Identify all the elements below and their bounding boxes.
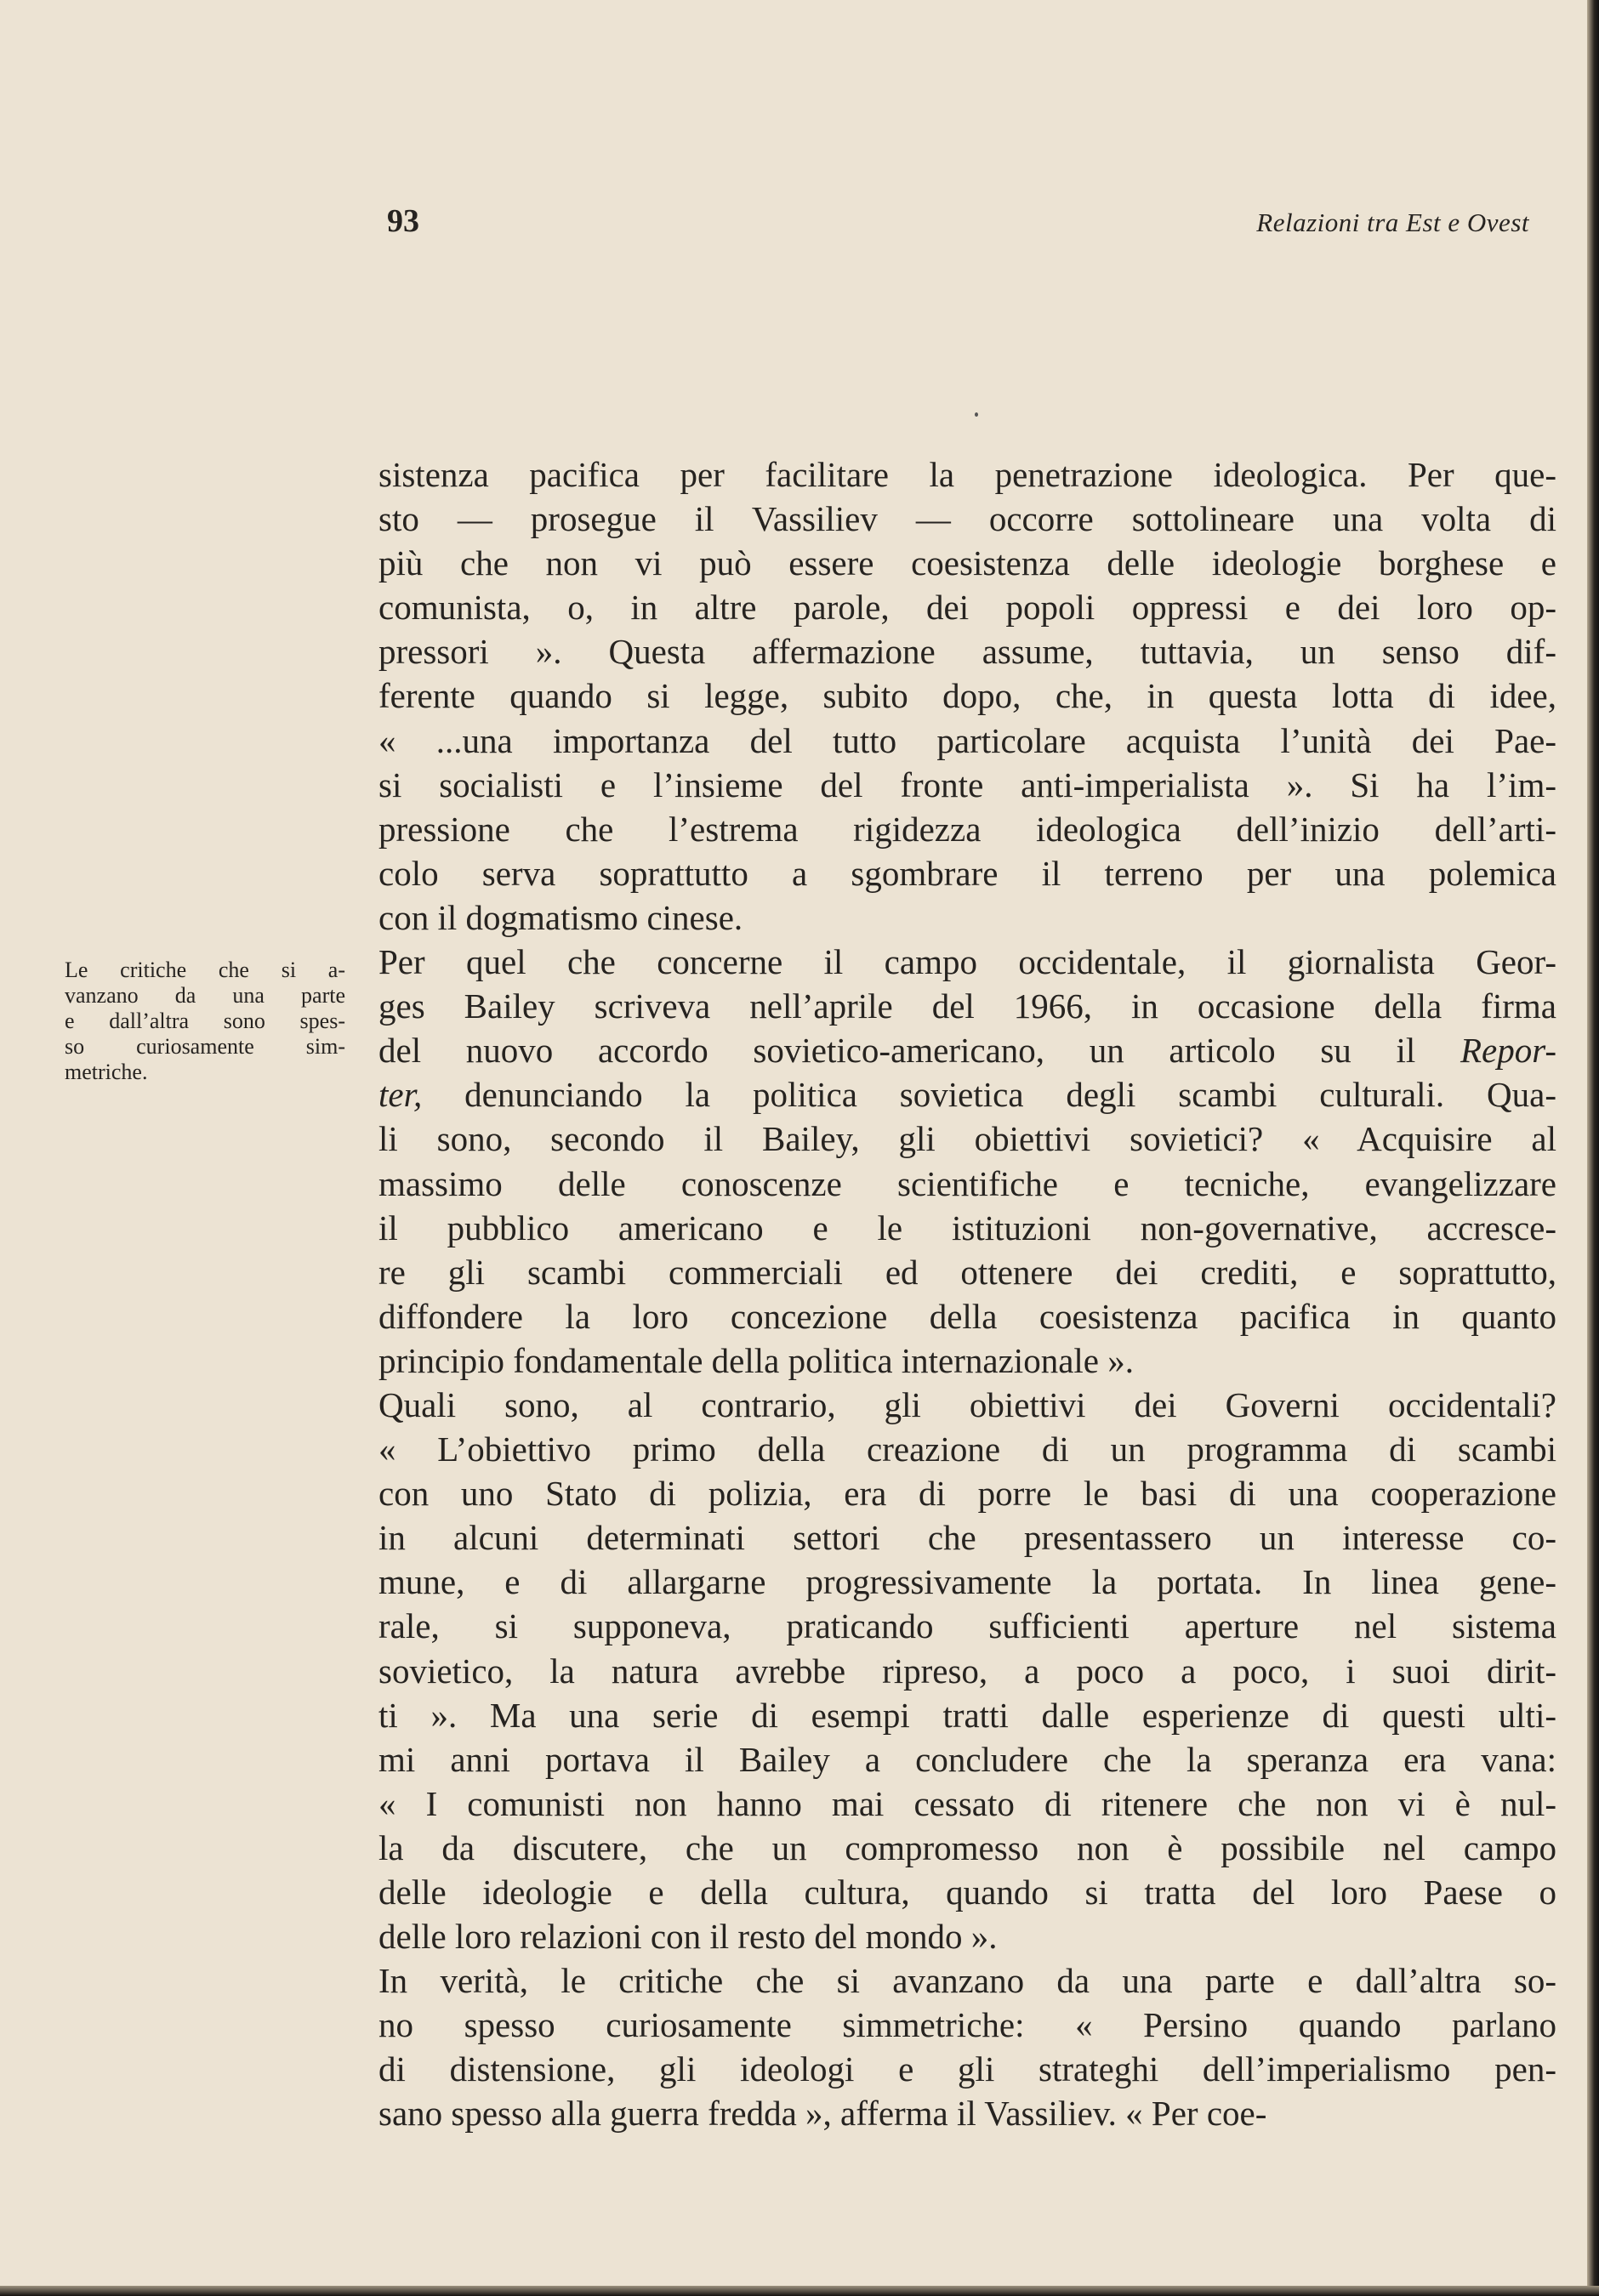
- paragraph: [378, 1958, 1556, 2135]
- text-line: ferente quando si legge, subito dopo, che, in questa lotta di idee,: [378, 676, 1556, 716]
- text-line: no spesso curiosamente simmetriche: « Persino quando parlano: [378, 2005, 1556, 2045]
- text-line: di distensione, gli ideologi e gli strateghi dell’imperialismo pen-: [378, 2049, 1556, 2089]
- body-text: [378, 452, 1556, 2136]
- text-line: sto — prosegue il Vassiliev — occorre sottolineare una volta di: [378, 499, 1556, 539]
- text-line: delle ideologie e della cultura, quando si tratta del loro Paese o: [378, 1873, 1556, 1912]
- text-line: comunista, o, in altre parole, dei popoli oppressi e dei loro op-: [378, 588, 1556, 628]
- text-line: con uno Stato di polizia, era di porre le basi di una cooperazione: [378, 1474, 1556, 1514]
- paragraph: [378, 452, 1556, 940]
- text-segment: denunciando la politica sovietica degli scambi culturali. Qua-: [422, 1075, 1556, 1115]
- text-line: colo serva soprattutto a sgombrare il terreno per una polemica: [378, 853, 1556, 893]
- page-edge-right: [1587, 0, 1599, 2296]
- text-line: re gli scambi commerciali ed ottenere dei crediti, e soprattutto,: [378, 1252, 1556, 1292]
- text-line: in alcuni determinati settori che presentassero un interesse co-: [378, 1518, 1556, 1558]
- text-line: [378, 1072, 1556, 1117]
- text-line: sano spesso alla guerra fredda », afferma il Vassiliev. « Per coe-: [378, 2094, 1267, 2134]
- text-line: In verità, le critiche che si avanzano da una parte e dall’altra so-: [378, 1961, 1556, 2001]
- text-line: il pubblico americano e le istituzioni non-governative, accresce-: [378, 1208, 1556, 1247]
- text-line: più che non vi può essere coesistenza delle ideologie borghese e: [378, 543, 1556, 583]
- text-line: « L’obiettivo primo della creazione di un programma di scambi: [378, 1429, 1556, 1469]
- text-line: Per quel che concerne il campo occidentale, il giornalista Geor-: [378, 942, 1556, 982]
- text-line: pressori ». Questa affermazione assume, tuttavia, un senso dif-: [378, 632, 1556, 672]
- text-line: diffondere la loro concezione della coesistenza pacifica in quanto: [378, 1296, 1556, 1336]
- ink-speck: [975, 412, 978, 417]
- page-edge-bottom: [0, 2286, 1599, 2296]
- text-line: mune, e di allargarne progressivamente la portata. In linea gene-: [378, 1562, 1556, 1602]
- text-line: [378, 1028, 1556, 1072]
- margin-note-line: so curiosamente sim-: [65, 1034, 345, 1059]
- text-line: delle loro relazioni con il resto del mondo ».: [378, 1917, 998, 1957]
- margin-note: [65, 958, 345, 1085]
- text-line: « I comunisti non hanno mai cessato di ritenere che non vi è nul-: [378, 1783, 1556, 1823]
- text-line: « ...una importanza del tutto particolare acquista l’unità dei Pae-: [378, 720, 1556, 760]
- text-line: principio fondamentale della politica internazionale ».: [378, 1340, 1134, 1380]
- text-line: rale, si supponeva, praticando sufficienti aperture nel sistema: [378, 1606, 1556, 1646]
- text-line: ges Bailey scriveva nell’aprile del 1966, in occasione della firma: [378, 986, 1556, 1026]
- margin-note-line: metriche.: [65, 1060, 148, 1084]
- paragraph: [378, 1383, 1556, 1958]
- text-line: mi anni portava il Bailey a concludere che la speranza era vana:: [378, 1739, 1556, 1779]
- italic-text: Repor-: [1460, 1031, 1556, 1071]
- text-line: massimo delle conoscenze scientifiche e tecniche, evangelizzare: [378, 1163, 1556, 1203]
- text-line: sovietico, la natura avrebbe ripreso, a poco a poco, i suoi dirit-: [378, 1651, 1556, 1691]
- margin-note-line: vanzano da una parte: [65, 983, 345, 1008]
- running-head: Relazioni tra Est e Ovest: [1256, 207, 1529, 237]
- paragraph: [378, 940, 1556, 1383]
- margin-note-line: e dall’altra sono spes-: [65, 1009, 345, 1033]
- text-line: pressione che l’estrema rigidezza ideologica dell’inizio dell’arti-: [378, 809, 1556, 849]
- italic-text: ter,: [378, 1075, 423, 1115]
- text-line: la da discutere, che un compromesso non è possibile nel campo: [378, 1827, 1556, 1867]
- margin-note-line: Le critiche che si a-: [65, 958, 345, 982]
- text-line: sistenza pacifica per facilitare la penetrazione ideologica. Per que-: [378, 455, 1556, 494]
- text-line: Quali sono, al contrario, gli obiettivi dei Governi occidentali?: [378, 1384, 1556, 1424]
- text-line: si socialisti e l’insieme del fronte anti-imperialista ». Si ha l’im-: [378, 764, 1556, 804]
- page-number: 93: [387, 203, 419, 239]
- text-line: li sono, secondo il Bailey, gli obiettivi sovietici? « Acquisire al: [378, 1119, 1556, 1159]
- text-segment: del nuovo accordo sovietico-americano, un articolo su il: [378, 1031, 1460, 1071]
- text-line: con il dogmatismo cinese.: [378, 897, 743, 937]
- text-line: ti ». Ma una serie di esempi tratti dalle esperienze di questi ulti-: [378, 1695, 1556, 1735]
